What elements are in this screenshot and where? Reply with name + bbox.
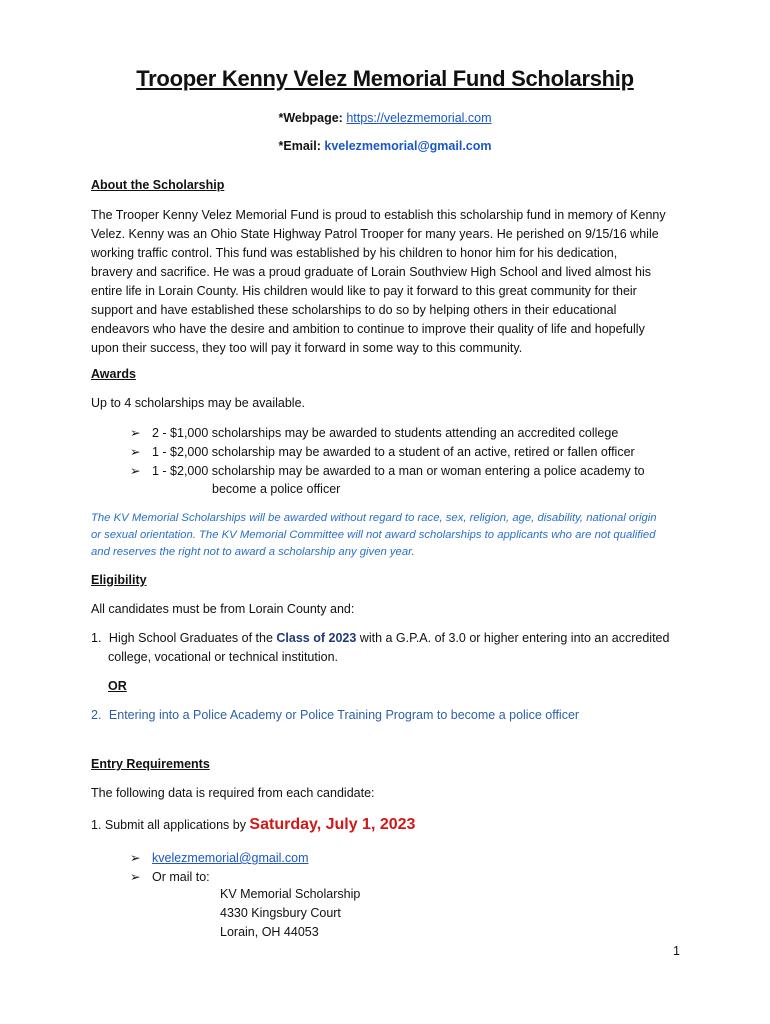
- eligibility-item-2: 2. Entering into a Police Academy or Police Training Program to become a police officer: [91, 708, 580, 722]
- about-line: entire life in Lorain County. His children would like to pay it forward to this great community for their: [91, 284, 637, 298]
- about-line: working traffic control. This fund was established by his children to honor him for his dedication,: [91, 246, 618, 260]
- about-line: upon their success, they too will pay it forward in some way to this community.: [91, 341, 523, 355]
- about-line: The Trooper Kenny Velez Memorial Fund is proud to establish this scholarship fund in memory of Kenny: [91, 208, 666, 222]
- address-line: KV Memorial Scholarship: [220, 887, 361, 901]
- submit-line: 1. Submit all applications by Saturday, July 1, 2023: [91, 816, 416, 833]
- eligibility-intro: All candidates must be from Lorain County and:: [91, 602, 355, 616]
- award-bullet: ➢ 2 - $1,000 scholarships may be awarded to students attending an accredited college: [130, 426, 619, 440]
- arrow-bullet-icon: ➢: [130, 870, 141, 884]
- arrow-bullet-icon: ➢: [130, 464, 141, 478]
- awards-disclaimer: The KV Memorial Scholarships will be awarded without regard to race, sex, religion, age, disability, national origin or sexual orientation. The KV Memorial Committee will not award scholarships to applicants who are not qualified and reserves the right not to award a scholarship any given year.: [91, 512, 657, 558]
- awards-intro: Up to 4 scholarships may be available.: [91, 396, 306, 410]
- webpage-line: [0, 111, 770, 125]
- arrow-bullet-icon: ➢: [130, 851, 141, 865]
- about-heading: About the Scholarship: [91, 178, 225, 192]
- entry-heading: Entry Requirements: [91, 757, 210, 771]
- address-line: 4330 Kingsbury Court: [220, 906, 341, 920]
- about-paragraph: [91, 206, 681, 358]
- entry-intro: The following data is required from each candidate:: [91, 786, 375, 800]
- webpage-label: *Webpage:: [278, 111, 343, 125]
- award-bullet: ➢ 1 - $2,000 scholarship may be awarded to a student of an active, retired or fallen officer: [130, 445, 635, 459]
- eligibility-heading: Eligibility: [91, 573, 147, 587]
- about-line: Velez. Kenny was an Ohio State Highway Patrol Trooper for many years. He perished on 9/15/16 while: [91, 227, 659, 241]
- document-title: Trooper Kenny Velez Memorial Fund Scholarship: [136, 66, 634, 91]
- class-year-highlight: Class of 2023: [276, 631, 357, 645]
- eligibility-item-1: 1. High School Graduates of the Class of 2023 with a G.P.A. of 3.0 or higher entering into an accredited: [91, 631, 670, 645]
- eligibility-item-1-line2: college, vocational or technical institution.: [108, 650, 338, 664]
- entry-bullet-mail: ➢ Or mail to:: [130, 870, 210, 884]
- email-line: [0, 139, 770, 153]
- submit-deadline: Saturday, July 1, 2023: [249, 816, 416, 833]
- arrow-bullet-icon: ➢: [130, 445, 141, 459]
- email-link[interactable]: kvelezmemorial@gmail.com: [324, 139, 492, 153]
- email-label: *Email:: [278, 139, 321, 153]
- award-bullet: ➢ 1 - $2,000 scholarship may be awarded to a man or woman entering a police academy to: [130, 464, 645, 478]
- about-line: bravery and sacrifice. He was a proud graduate of Lorain Southview High School and lived almost his: [91, 265, 652, 279]
- address-line: Lorain, OH 44053: [220, 925, 319, 939]
- page-number: 1: [673, 944, 680, 958]
- webpage-link[interactable]: https://velezmemorial.com: [346, 111, 492, 125]
- about-line: endeavors who have the desire and ambition to continue to improve their quality of life and hopefully: [91, 322, 645, 336]
- about-line: support and have established these scholarships to do so by helping others in their educational: [91, 303, 617, 317]
- awards-heading: Awards: [91, 367, 136, 381]
- arrow-bullet-icon: ➢: [130, 426, 141, 440]
- entry-email-link[interactable]: kvelezmemorial@gmail.com: [152, 851, 309, 865]
- award-bullet-continuation: become a police officer: [212, 482, 341, 496]
- or-label: OR: [108, 679, 127, 693]
- entry-bullet-email: [130, 850, 308, 865]
